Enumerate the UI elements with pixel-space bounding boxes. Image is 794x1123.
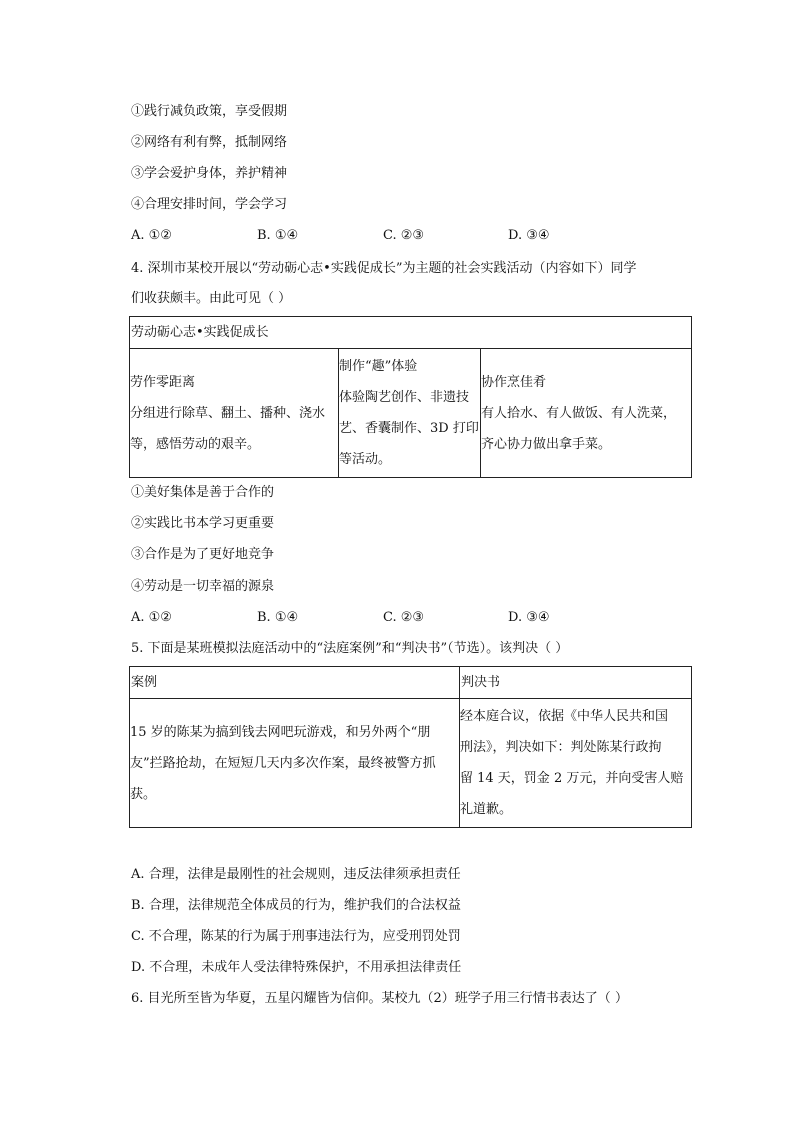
q6-stem: 6. 目光所至皆为华夏，五星闪耀皆为信仰。某校九（2）班学子用三行情书表达了（ ） [131, 991, 628, 1006]
q4-option-a[interactable]: A. ①② [131, 610, 172, 625]
q5-case-line2: 友”拦路抢劫，在短短几天内多次作案，最终被警方抓 [130, 755, 436, 771]
q4-table-title: 劳动砺心志•实践促成长 [130, 317, 692, 349]
q5-option-d[interactable]: D. 不合理，未成年人受法律特殊保护，不用承担法律责任 [131, 960, 462, 975]
q5-verdict-line1: 经本庭合议，依据《中华人民共和国 [460, 709, 669, 724]
q4-option-d[interactable]: D. ③④ [508, 610, 550, 625]
q4-stem-line2: 们收获颇丰。由此可见（ ） [131, 291, 292, 306]
q4-col1-line1: 劳作零距离 [130, 374, 196, 390]
q5-header-verdict: 判决书 [460, 667, 692, 699]
q3-options [131, 227, 651, 245]
q4-item-1: ①美好集体是善于合作的 [131, 485, 275, 500]
q5-option-c[interactable]: C. 不合理，陈某的行为属于刑事违法行为，应受刑罚处罚 [131, 929, 461, 944]
q5-case-line1: 15 岁的陈某为搞到钱去网吧玩游戏，和另外两个“朋 [130, 724, 431, 740]
q5-verdict-cell [460, 699, 692, 828]
q4-col3-line1: 协作烹佳肴 [481, 374, 547, 390]
q3-item-1: ①践行减负政策，享受假期 [131, 104, 288, 119]
q4-item-3: ③合作是为了更好地竞争 [131, 547, 275, 562]
q3-option-c[interactable]: C. ②③ [383, 228, 425, 243]
q4-col-craft [339, 349, 481, 478]
q5-case-line3: 获。 [130, 786, 157, 802]
q4-col-cooking [481, 349, 692, 478]
q4-col3-line2: 有人拾水、有人做饭、有人洗菜， [481, 405, 677, 421]
q5-option-b[interactable]: B. 合理，法律规范全体成员的行为，维护我们的合法权益 [131, 898, 461, 913]
q4-col3-line3: 齐心协力做出拿手菜。 [481, 436, 612, 452]
q3-option-b[interactable]: B. ①④ [257, 228, 299, 243]
q3-item-2: ②网络有利有弊，抵制网络 [131, 135, 288, 150]
q4-options [131, 609, 651, 627]
q3-option-a[interactable]: A. ①② [131, 228, 172, 243]
q3-item-4: ④合理安排时间，学会学习 [131, 197, 288, 212]
q4-col1-line2: 分组进行除草、翻土、播种、浇水 [130, 405, 326, 421]
q5-option-a[interactable]: A. 合理，法律是最刚性的社会规则，违反法律须承担责任 [131, 867, 461, 882]
q4-col1-line3: 等，感悟劳动的艰辛。 [130, 436, 261, 452]
q3-item-3: ③学会爱护身体，养护精神 [131, 166, 288, 181]
q5-verdict-line3: 留 14 天，罚金 2 万元，并向受害人赔 [460, 771, 684, 786]
q5-court-table [129, 666, 692, 828]
q4-col2-line1: 制作“趣”体验 [339, 359, 418, 374]
q4-col2-line4: 等活动。 [339, 452, 392, 467]
q4-col2-line2: 体验陶艺创作、非遗技 [339, 390, 470, 405]
q4-option-b[interactable]: B. ①④ [257, 610, 299, 625]
q3-option-d[interactable]: D. ③④ [508, 228, 550, 243]
q4-stem-line1: 4. 深圳市某校开展以“劳动砺心志•实践促成长”为主题的社会实践活动（内容如下）同学 [131, 261, 637, 276]
q5-verdict-line4: 礼道歉。 [460, 802, 513, 817]
q4-option-c[interactable]: C. ②③ [383, 610, 425, 625]
q5-header-case: 案例 [130, 667, 460, 699]
q5-verdict-line2: 刑法》，判决如下：判处陈某行政拘 [460, 740, 662, 755]
q4-activity-table [129, 316, 692, 478]
q4-col-labor [130, 349, 339, 478]
q4-col2-line3: 艺、香囊制作、3D 打印 [339, 421, 479, 436]
q4-item-4: ④劳动是一切幸福的源泉 [131, 579, 275, 594]
q5-case-cell [130, 699, 460, 828]
q5-stem: 5. 下面是某班模拟法庭活动中的“法庭案例”和“判决书”（节选）。该判决（ ） [131, 641, 569, 656]
q4-item-2: ②实践比书本学习更重要 [131, 516, 275, 531]
